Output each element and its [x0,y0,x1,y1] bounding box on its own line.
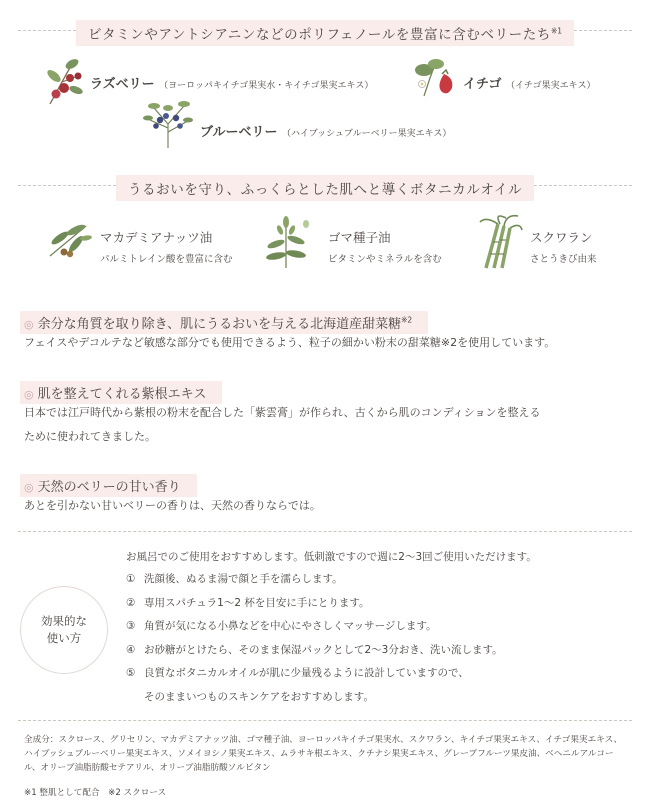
oil-sesame [328,228,442,265]
sesame-icon [264,214,308,268]
footnote: ※1 整肌として配合 ※2 スクロース [24,788,167,798]
oil-sub: パルミトレイン酸を豊富に含む [100,254,233,265]
oil-sub: ビタミンやミネラルを含む [328,254,442,265]
howto-step: ⑤ 良質なボタニカルオイルが肌に少量残るように設計していますので、 そのままいつものスキンケアをおすすめします。 [126,667,469,703]
ingredient-list: 全成分：スクロース、グリセリン、マカデミアナッツ油、ゴマ種子油、ヨーロッパキイチゴ果実水、スクワラン、キイチゴ果実エキス、イチゴ果実エキス、ハイブッシュブルーベリー果実エキス、ソメイヨシノ果実エキス、ムラサキ根エキス、クチナシ果実エキス、グレープフルーツ果皮油、ベヘニルアルコール、オリーブ油脂肪酸セテアリル、オリーブ油脂肪酸ソルビタン [24,735,623,773]
section-title-shikon: ◎ 肌を整えてくれる紫根エキス [20,381,222,404]
oil-name: スクワラン [530,230,593,245]
section-body-sugar: フェイスやデコルテなど敏感な部分でも使用できるよう、粒子の細かい粉末の甜菜糖※2を使用しています。 [24,336,556,349]
divider [18,720,632,721]
macadamia-icon [46,220,92,260]
oil-name: ゴマ種子油 [328,230,391,245]
ingredient-strawberry: イチゴ （イチゴ果実エキス） [463,77,596,92]
howto-steps [126,546,640,709]
howto-intro: お風呂でのご使用をおすすめします。低刺激ですので週に2～3回ご使用いただけます。 [126,551,537,563]
ingredient-raspberry: ラズベリー （ヨーロッパキイチゴ果実水・キイチゴ果実エキス） [90,77,374,92]
howto-step: ④ お砂糖がとけたら、そのまま保湿パックとして2～3分おき、洗い流します。 [126,643,503,656]
section-title-scent: ◎ 天然のベリーの甘い香り [20,474,197,497]
oil-sub: さとうきび由来 [530,254,597,265]
circle-mark-icon: ◎ [24,481,34,494]
circle-mark-icon: ◎ [24,388,34,401]
section-body-shikon: 日本では江戸時代から紫根の粉末を配合した「紫雲膏」が作られ、古くから肌のコンディションを整える ために使われてきました。 [24,406,541,443]
raspberry-icon [42,56,84,106]
oil-name: マカデミアナッツ油 [100,230,213,245]
section-body-scent: あとを引かない甘いベリーの香りは、天然の香りならでは。 [24,499,321,512]
howto-label: 効果的な 使い方 [20,586,108,674]
section-title-sugar: ◎ 余分な角質を取り除き、肌にうるおいを与える北海道産甜菜糖$^{※2}$ [20,311,428,334]
howto-step: ③ 角質が気になる小鼻などを中心にやさしくマッサージします。 [126,620,437,632]
sugarcane-icon [476,214,522,268]
howto-step: ② 専用スパチュラ1～2 杯を目安に手にとります。 [126,596,370,609]
berries-heading: ビタミンやアントシアニンなどのポリフェノールを豊富に含むベリーたち$^{※1}$ [76,20,574,46]
divider [18,531,632,532]
circle-mark-icon: ◎ [24,318,34,331]
howto-step: ① 洗顔後、ぬるま湯で顔と手を濡らします。 [126,573,343,585]
strawberry-icon [414,56,458,98]
oil-macadamia [100,228,233,265]
ingredient-blueberry: ブルーベリー （ハイブッシュブルーベリー果実エキス） [200,125,452,140]
oil-squalane [530,228,597,265]
blueberry-icon [142,98,196,150]
oils-heading: うるおいを守り、ふっくらとした肌へと導くボタニカルオイル [116,175,534,201]
